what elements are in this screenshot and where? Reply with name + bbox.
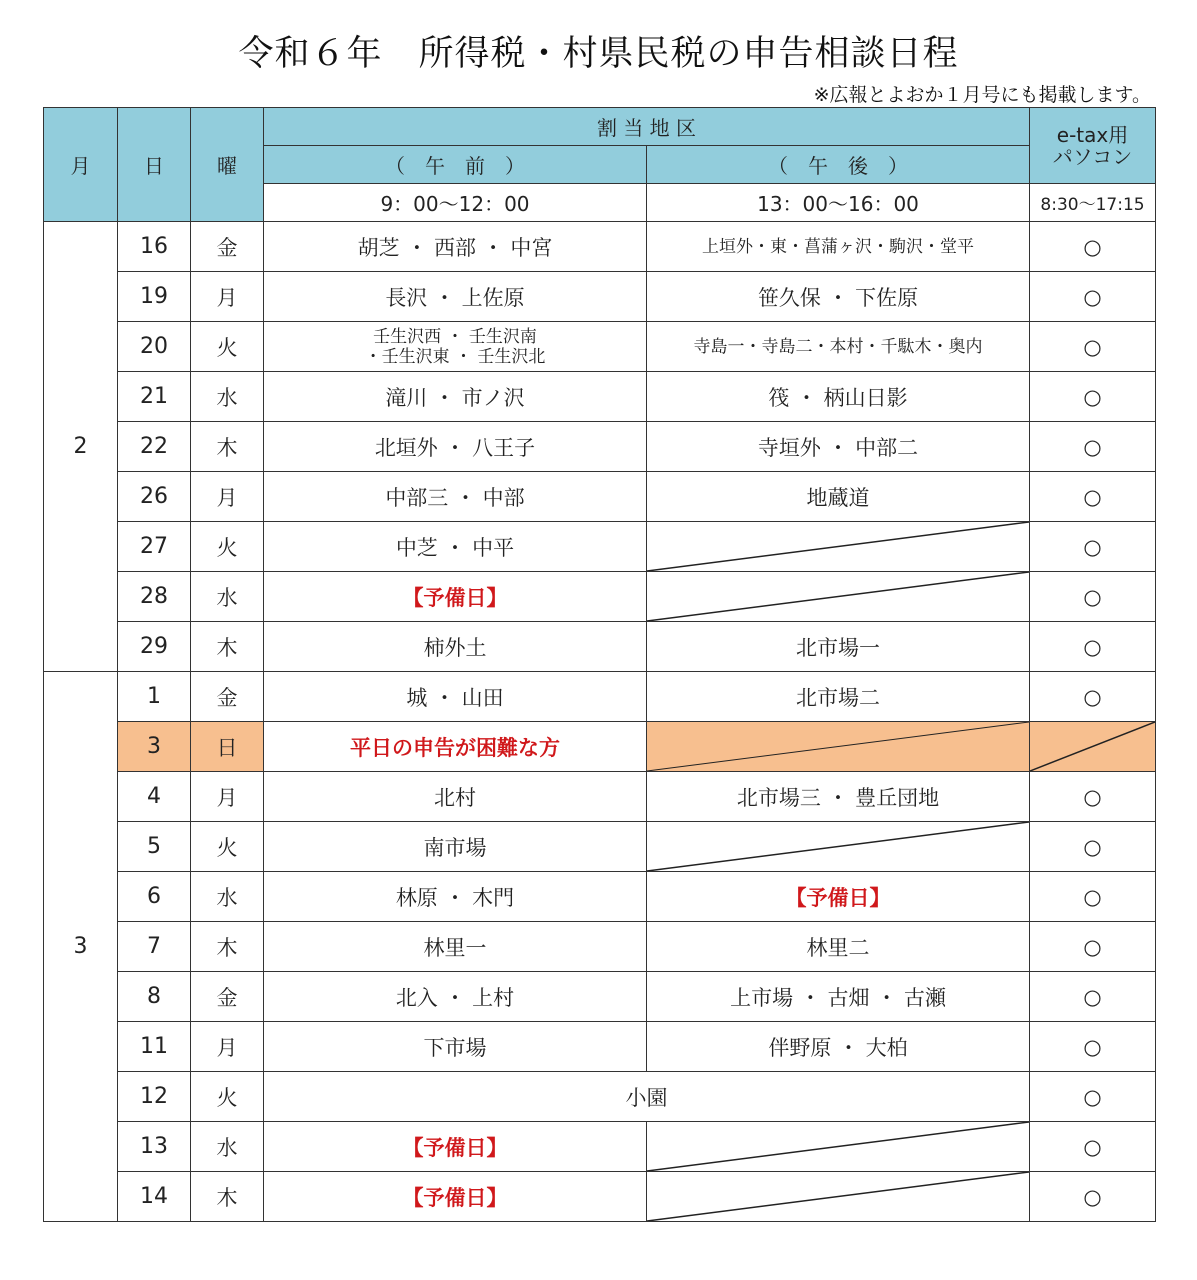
am-area-cell-reserve: 【予備日】 xyxy=(264,1122,647,1172)
day-cell: 27 xyxy=(118,522,191,572)
etax-mark: ○ xyxy=(1030,572,1156,622)
schedule-table xyxy=(43,107,1156,1222)
table-row xyxy=(44,1122,1156,1172)
table-row xyxy=(44,872,1156,922)
etax-mark: ○ xyxy=(1030,222,1156,272)
header-day: 日 xyxy=(118,108,191,222)
header-pm: （ 午 後 ） xyxy=(647,146,1030,184)
weekday-cell: 日 xyxy=(191,722,264,772)
pm-area-cell: 北市場一 xyxy=(647,622,1030,672)
day-cell: 5 xyxy=(118,822,191,872)
am-area-cell: 柿外土 xyxy=(264,622,647,672)
header-area: 割 当 地 区 xyxy=(264,108,1030,146)
diagonal-slash xyxy=(647,572,1029,621)
diagonal-slash xyxy=(647,722,1029,771)
table-row xyxy=(44,522,1156,572)
day-cell: 28 xyxy=(118,572,191,622)
header-am: （ 午 前 ） xyxy=(264,146,647,184)
weekday-cell: 月 xyxy=(191,272,264,322)
weekday-cell: 火 xyxy=(191,822,264,872)
pm-area-cell-reserve: 【予備日】 xyxy=(647,872,1030,922)
table-row xyxy=(44,472,1156,522)
etax-mark: ○ xyxy=(1030,522,1156,572)
month-cell: 3 xyxy=(44,672,118,1222)
day-cell: 1 xyxy=(118,672,191,722)
pm-area-cell: 寺島一・寺島二・本村・千駄木・奥内 xyxy=(647,322,1030,372)
pm-area-cell: 林里二 xyxy=(647,922,1030,972)
weekday-cell: 金 xyxy=(191,222,264,272)
day-cell: 6 xyxy=(118,872,191,922)
weekday-cell: 火 xyxy=(191,522,264,572)
am-area-cell-reserve: 【予備日】 xyxy=(264,1172,647,1222)
am-area-cell: 下市場 xyxy=(264,1022,647,1072)
etax-mark: ○ xyxy=(1030,972,1156,1022)
etax-mark: ○ xyxy=(1030,872,1156,922)
pm-area-cell: 地蔵道 xyxy=(647,472,1030,522)
weekday-cell: 水 xyxy=(191,1122,264,1172)
day-cell: 21 xyxy=(118,372,191,422)
table-row xyxy=(44,322,1156,372)
etax-mark: ○ xyxy=(1030,322,1156,372)
day-cell: 8 xyxy=(118,972,191,1022)
pm-area-cell: 北市場二 xyxy=(647,672,1030,722)
etax-mark: ○ xyxy=(1030,672,1156,722)
am-area-cell: 北垣外 ・ 八王子 xyxy=(264,422,647,472)
am-area-cell: 胡芝 ・ 西部 ・ 中宮 xyxy=(264,222,647,272)
weekday-cell: 月 xyxy=(191,472,264,522)
am-area-cell: 北村 xyxy=(264,772,647,822)
am-area-cell: 中芝 ・ 中平 xyxy=(264,522,647,572)
diagonal-slash xyxy=(647,1172,1029,1221)
weekday-cell: 水 xyxy=(191,872,264,922)
day-cell: 14 xyxy=(118,1172,191,1222)
etax-mark: ○ xyxy=(1030,1122,1156,1172)
day-cell: 29 xyxy=(118,622,191,672)
page-title: 令和６年 所得税・村県民税の申告相談日程 xyxy=(238,34,959,74)
diagonal-slash xyxy=(647,822,1029,871)
table-row xyxy=(44,1022,1156,1072)
day-cell: 20 xyxy=(118,322,191,372)
day-cell: 22 xyxy=(118,422,191,472)
etax-mark: ○ xyxy=(1030,372,1156,422)
diagonal-slash xyxy=(1030,722,1155,771)
day-cell: 7 xyxy=(118,922,191,972)
table-row xyxy=(44,222,1156,272)
table-row-highlight xyxy=(44,722,1156,772)
table-row xyxy=(44,572,1156,622)
am-area-cell: 滝川 ・ 市ノ沢 xyxy=(264,372,647,422)
am-area-cell: 城 ・ 山田 xyxy=(264,672,647,722)
header-month: 月 xyxy=(44,108,118,222)
weekday-cell: 木 xyxy=(191,422,264,472)
am-area-cell: 中部三 ・ 中部 xyxy=(264,472,647,522)
table-row xyxy=(44,922,1156,972)
am-area-cell: 長沢 ・ 上佐原 xyxy=(264,272,647,322)
etax-mark: ○ xyxy=(1030,922,1156,972)
weekday-cell: 金 xyxy=(191,972,264,1022)
weekday-cell: 火 xyxy=(191,1072,264,1122)
header-etax xyxy=(1030,108,1156,184)
am-area-cell: 北入 ・ 上村 xyxy=(264,972,647,1022)
weekday-cell: 木 xyxy=(191,1172,264,1222)
diagonal-slash xyxy=(647,1122,1029,1171)
pm-empty-slash-cell xyxy=(647,822,1030,872)
weekday-cell: 月 xyxy=(191,1022,264,1072)
etax-mark: ○ xyxy=(1030,622,1156,672)
pm-area-cell: 上市場 ・ 古畑 ・ 古瀬 xyxy=(647,972,1030,1022)
month-cell: 2 xyxy=(44,222,118,672)
pm-empty-slash-cell xyxy=(647,572,1030,622)
etax-mark: ○ xyxy=(1030,472,1156,522)
pm-empty-slash-cell xyxy=(647,1172,1030,1222)
etax-empty-slash-cell xyxy=(1030,722,1156,772)
etax-mark: ○ xyxy=(1030,272,1156,322)
table-row xyxy=(44,1072,1156,1122)
day-cell: 16 xyxy=(118,222,191,272)
table-row xyxy=(44,622,1156,672)
pm-area-cell: 笹久保 ・ 下佐原 xyxy=(647,272,1030,322)
day-cell: 3 xyxy=(118,722,191,772)
day-cell: 4 xyxy=(118,772,191,822)
am-area-cell xyxy=(264,322,647,372)
weekday-cell: 木 xyxy=(191,922,264,972)
pm-empty-slash-cell xyxy=(647,522,1030,572)
day-cell: 26 xyxy=(118,472,191,522)
etax-mark: ○ xyxy=(1030,822,1156,872)
diagonal-slash xyxy=(647,522,1029,571)
table-row xyxy=(44,772,1156,822)
am-area-cell: 南市場 xyxy=(264,822,647,872)
header-weekday: 曜 xyxy=(191,108,264,222)
pm-area-cell: 上垣外・東・菖蒲ヶ沢・駒沢・堂平 xyxy=(647,222,1030,272)
day-cell: 12 xyxy=(118,1072,191,1122)
weekday-cell: 水 xyxy=(191,372,264,422)
header-pm-time: 13：00～16：00 xyxy=(647,184,1030,222)
table-row xyxy=(44,1172,1156,1222)
etax-mark: ○ xyxy=(1030,772,1156,822)
pm-area-cell: 筏 ・ 柄山日影 xyxy=(647,372,1030,422)
weekday-cell: 火 xyxy=(191,322,264,372)
am-area-cell: 林里一 xyxy=(264,922,647,972)
header-etax-time: 8:30～17:15 xyxy=(1030,184,1156,222)
weekday-cell: 月 xyxy=(191,772,264,822)
day-cell: 19 xyxy=(118,272,191,322)
etax-mark: ○ xyxy=(1030,422,1156,472)
publication-note: ※広報とよおか１月号にも掲載します。 xyxy=(813,84,1151,106)
etax-mark: ○ xyxy=(1030,1072,1156,1122)
pm-area-cell: 伴野原 ・ 大柏 xyxy=(647,1022,1030,1072)
am-area-cell-special: 平日の申告が困難な方 xyxy=(264,722,647,772)
full-day-area-cell: 小園 xyxy=(264,1072,1030,1122)
am-area-cell-reserve: 【予備日】 xyxy=(264,572,647,622)
pm-area-cell: 寺垣外 ・ 中部二 xyxy=(647,422,1030,472)
am-area-text: 壬生沢西 ・ 壬生沢南 ・壬生沢東 ・ 壬生沢北 xyxy=(364,326,546,367)
table-row xyxy=(44,822,1156,872)
etax-mark: ○ xyxy=(1030,1172,1156,1222)
table-row xyxy=(44,972,1156,1022)
pm-empty-slash-cell xyxy=(647,722,1030,772)
header-am-time: 9：00～12：00 xyxy=(264,184,647,222)
pm-area-cell: 北市場三 ・ 豊丘団地 xyxy=(647,772,1030,822)
am-area-cell: 林原 ・ 木門 xyxy=(264,872,647,922)
day-cell: 13 xyxy=(118,1122,191,1172)
table-row xyxy=(44,672,1156,722)
table-row xyxy=(44,372,1156,422)
pm-empty-slash-cell xyxy=(647,1122,1030,1172)
weekday-cell: 金 xyxy=(191,672,264,722)
table-row xyxy=(44,422,1156,472)
etax-mark: ○ xyxy=(1030,1022,1156,1072)
header-etax-label: e-tax用 パソコン xyxy=(1052,122,1133,169)
weekday-cell: 木 xyxy=(191,622,264,672)
weekday-cell: 水 xyxy=(191,572,264,622)
table-row xyxy=(44,272,1156,322)
day-cell: 11 xyxy=(118,1022,191,1072)
